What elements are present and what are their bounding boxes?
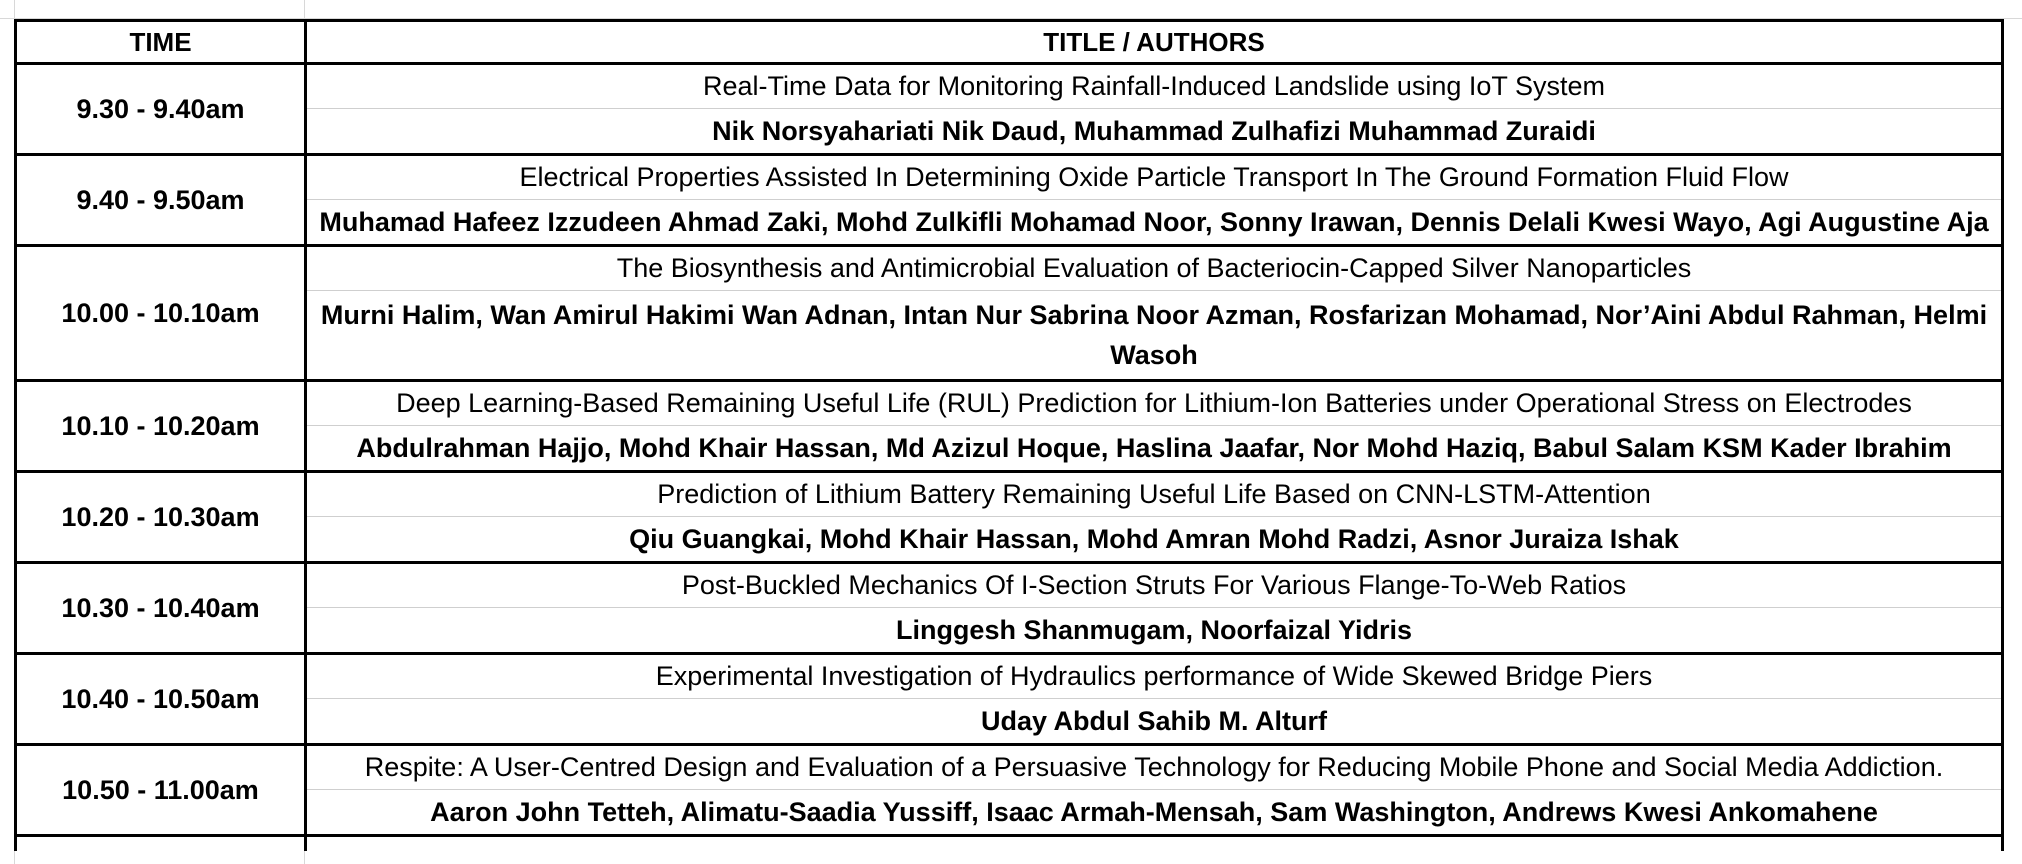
authors-cell[interactable]: Muhamad Hafeez Izzudeen Ahmad Zaki, Mohd Zulkifli Mohamad Noor, Sonny Irawan, Dennis Delali Kwesi Wayo, Agi Augustine Aja	[306, 200, 2003, 246]
title-cell[interactable]: Real-Time Data for Monitoring Rainfall-Induced Landslide using IoT System	[306, 64, 2003, 109]
table-row	[16, 200, 2003, 246]
table-row	[16, 563, 2003, 608]
header-row	[16, 21, 2003, 64]
table-row	[16, 426, 2003, 472]
authors-cell[interactable]: Murni Halim, Wan Amirul Hakimi Wan Adnan, Intan Nur Sabrina Noor Azman, Rosfarizan Mohamad, Nor’Aini Abdul Rahman, Helmi Wasoh	[306, 291, 2003, 381]
table-row	[16, 517, 2003, 563]
time-cell[interactable]: 10.10 - 10.20am	[16, 381, 306, 472]
title-authors-column-header[interactable]: TITLE / AUTHORS	[306, 21, 2003, 64]
time-cell[interactable]: 10.00 - 10.10am	[16, 246, 306, 381]
authors-cell[interactable]: Qiu Guangkai, Mohd Khair Hassan, Mohd Amran Mohd Radzi, Asnor Juraiza Ishak	[306, 517, 2003, 563]
title-cell[interactable]: Prediction of Lithium Battery Remaining Useful Life Based on CNN-LSTM-Attention	[306, 472, 2003, 517]
table-row	[16, 381, 2003, 426]
title-cell[interactable]: Experimental Investigation of Hydraulics performance of Wide Skewed Bridge Piers	[306, 654, 2003, 699]
authors-cell[interactable]: Abdulrahman Hajjo, Mohd Khair Hassan, Md Azizul Hoque, Haslina Jaafar, Nor Mohd Haziq, Babul Salam KSM Kader Ibrahim	[306, 426, 2003, 472]
table-row	[16, 246, 2003, 291]
schedule-table	[14, 19, 2004, 851]
title-cell[interactable]: Deep Learning-Based Remaining Useful Life (RUL) Prediction for Lithium-Ion Batteries under Operational Stress on Electrodes	[306, 381, 2003, 426]
table-row	[16, 745, 2003, 790]
time-cell[interactable]: 10.50 - 11.00am	[16, 745, 306, 836]
title-cell[interactable]: Respite: A User-Centred Design and Evaluation of a Persuasive Technology for Reducing Mobile Phone and Social Media Addiction.	[306, 745, 2003, 790]
table-row	[16, 64, 2003, 109]
time-cell[interactable]: 10.20 - 10.30am	[16, 472, 306, 563]
table-row-partial	[16, 836, 2003, 852]
authors-cell[interactable]: Nik Norsyahariati Nik Daud, Muhammad Zulhafizi Muhammad Zuraidi	[306, 109, 2003, 155]
table-row	[16, 790, 2003, 836]
time-cell[interactable]: 10.30 - 10.40am	[16, 563, 306, 654]
title-cell[interactable]: Post-Buckled Mechanics Of I-Section Struts For Various Flange-To-Web Ratios	[306, 563, 2003, 608]
table-row	[16, 472, 2003, 517]
table-row	[16, 699, 2003, 745]
title-cell[interactable]: The Biosynthesis and Antimicrobial Evaluation of Bacteriocin-Capped Silver Nanoparticles	[306, 246, 2003, 291]
table-row	[16, 155, 2003, 200]
time-cell[interactable]: 9.40 - 9.50am	[16, 155, 306, 246]
table-row	[16, 109, 2003, 155]
time-cell[interactable]: 10.40 - 10.50am	[16, 654, 306, 745]
table-row	[16, 608, 2003, 654]
time-cell-empty[interactable]	[16, 836, 306, 852]
authors-cell[interactable]: Uday Abdul Sahib M. Alturf	[306, 699, 2003, 745]
authors-cell[interactable]: Aaron John Tetteh, Alimatu-Saadia Yussiff, Isaac Armah-Mensah, Sam Washington, Andrews Kwesi Ankomahene	[306, 790, 2003, 836]
authors-cell[interactable]: Linggesh Shanmugam, Noorfaizal Yidris	[306, 608, 2003, 654]
table-row	[16, 291, 2003, 381]
time-column-header[interactable]: TIME	[16, 21, 306, 64]
table-row	[16, 654, 2003, 699]
title-cell[interactable]: Electrical Properties Assisted In Determining Oxide Particle Transport In The Ground Formation Fluid Flow	[306, 155, 2003, 200]
time-cell[interactable]: 9.30 - 9.40am	[16, 64, 306, 155]
title-cell-empty[interactable]	[306, 836, 2003, 852]
